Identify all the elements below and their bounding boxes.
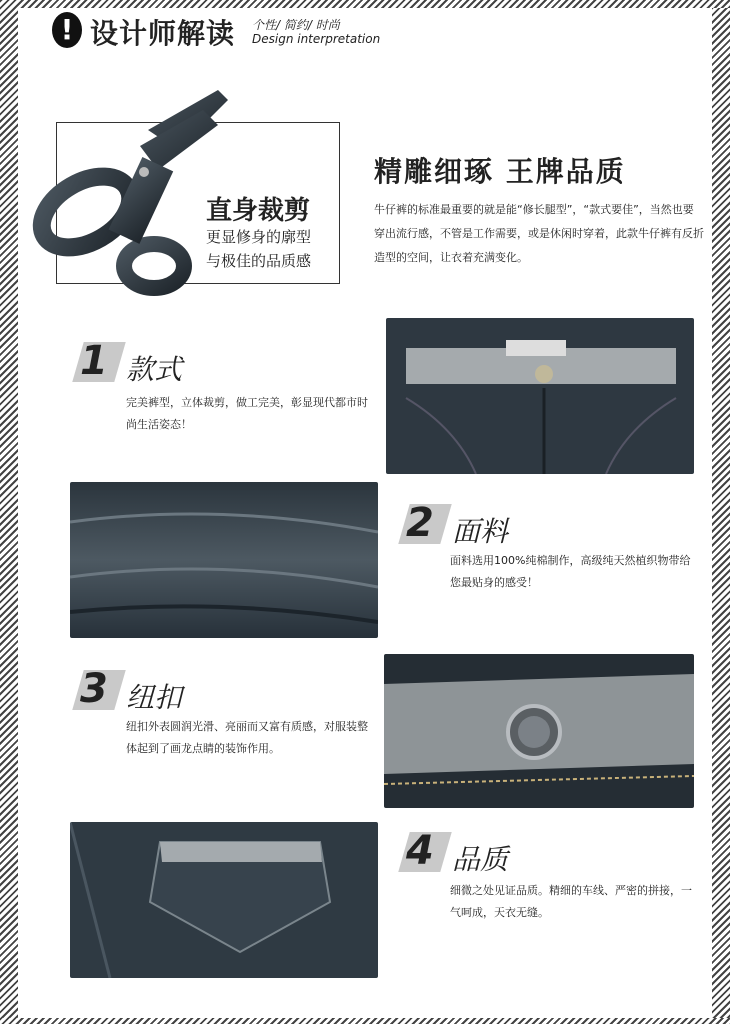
right-hatch-border bbox=[712, 0, 730, 1024]
section-1-number-badge: 1 bbox=[70, 340, 122, 384]
top-hatch-border bbox=[0, 0, 730, 8]
exclamation-icon: ! bbox=[52, 12, 82, 48]
page-title: 设计师解读 bbox=[90, 17, 236, 50]
header-tags: 个性/ 简约/ 时尚 bbox=[252, 18, 340, 32]
hero-line-2: 与极佳的品质感 bbox=[206, 252, 312, 270]
section-2-title: 面料 bbox=[452, 515, 509, 548]
section-3-text: 纽扣外表圆润光滑、亮丽而又富有质感，对服装整体起到了画龙点睛的装饰作用。 bbox=[126, 720, 368, 755]
hero-title: 直身裁剪 bbox=[206, 196, 311, 226]
header bbox=[52, 10, 382, 50]
intro-title: 精雕细琢 王牌品质 bbox=[374, 155, 626, 188]
section-1-text: 完美裤型，立体裁剪，做工完美，彰显现代都市时尚生活姿态！ bbox=[126, 396, 368, 431]
header-subtitle: Design interpretation bbox=[252, 32, 381, 46]
section-2-number-badge: 2 bbox=[396, 502, 448, 546]
jeans-waist-photo bbox=[386, 318, 694, 474]
denim-fabric-photo bbox=[70, 482, 378, 638]
scissors-image bbox=[28, 90, 228, 305]
hero-line-1: 更显修身的廓型 bbox=[206, 228, 312, 246]
section-3-title: 纽扣 bbox=[126, 681, 183, 714]
section-4-text: 细微之处见证品质。精细的车线、严密的拼接，一气呵成，天衣无缝。 bbox=[450, 884, 692, 919]
section-1-title: 款式 bbox=[126, 353, 183, 386]
section-4-title: 品质 bbox=[452, 843, 509, 876]
jeans-button-photo bbox=[384, 654, 694, 808]
section-2-text: 面料选用100%纯棉制作，高级纯天然植织物带给您最贴身的感受！ bbox=[450, 554, 691, 589]
bottom-hatch-border bbox=[0, 1018, 730, 1024]
section-3-number-badge: 3 bbox=[70, 668, 122, 712]
intro-text: 牛仔裤的标准最重要的就是能“修长腿型”，“款式要佳”，当然也要穿出流行感，不管是工作需要，或是休闲时穿着，此款牛仔裤有反折造型的空间，让衣着充满变化。 bbox=[374, 203, 704, 264]
left-hatch-border bbox=[0, 0, 18, 1024]
jeans-pocket-photo bbox=[70, 822, 378, 978]
section-4-number-badge: 4 bbox=[396, 830, 448, 874]
